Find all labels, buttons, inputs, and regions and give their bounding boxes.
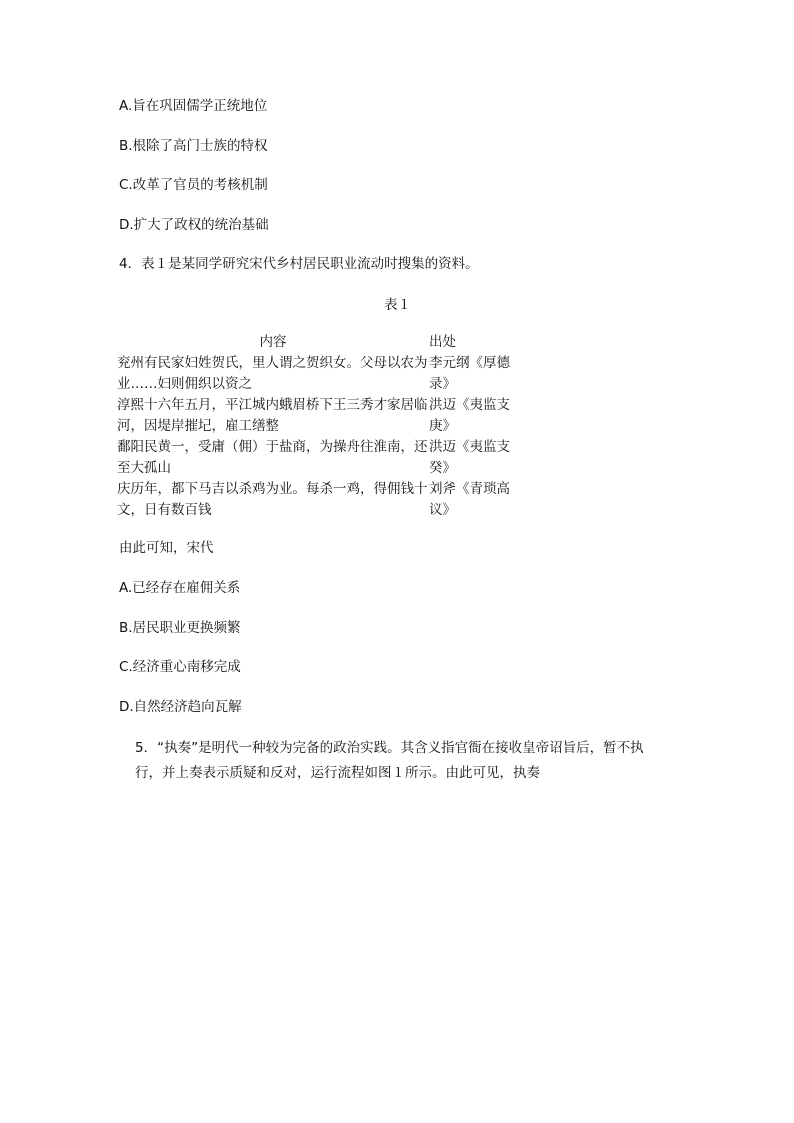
q5-stem-line-1: 5．“执奏”是明代一种较为完备的政治实践。其含义指官衙在接收皇帝诏旨后，暂不执 xyxy=(135,740,644,756)
table-header-row xyxy=(117,332,522,353)
row-content: 鄱阳民黄一，受庸（佣）于盐商，为操舟往淮南，还至大孤山 xyxy=(117,439,428,476)
row-source: 李元纲《厚德录》 xyxy=(429,355,510,392)
row-content: 兖州有民家妇姓贺氏，里人谓之贺织女。父母以农为业……妇则佣织以资之 xyxy=(117,355,428,392)
row-source: 刘斧《青琐高议》 xyxy=(429,481,510,518)
row-source: 洪迈《夷监支癸》 xyxy=(429,439,510,476)
row-content: 淳熙十六年五月，平江城内蛾眉桥下王三秀才家居临河，因堤岸摧圮，雇工缮整 xyxy=(117,397,428,434)
q4-conclusion: 由此可知，宋代 xyxy=(119,540,214,556)
table-row xyxy=(117,395,522,437)
table-row xyxy=(117,353,522,395)
row-content: 庆历年，都下马吉以杀鸡为业。每杀一鸡，得佣钱十文，日有数百钱 xyxy=(117,481,428,518)
q4-stem: 4．表１是某同学研究宋代乡村居民职业流动时搜集的资料。 xyxy=(119,256,479,272)
q4-option-d: D.自然经济趋向瓦解 xyxy=(119,699,242,715)
q5-stem xyxy=(135,736,695,786)
q4-option-a: A.已经存在雇佣关系 xyxy=(119,580,241,596)
row-source: 洪迈《夷监支庚》 xyxy=(429,397,510,434)
header-content: 内容 xyxy=(259,334,287,350)
table-row xyxy=(117,437,522,479)
table-row xyxy=(117,479,522,521)
source-table xyxy=(117,332,522,521)
q4-option-b: B.居民职业更换频繁 xyxy=(119,620,241,636)
table-title: 表１ xyxy=(384,297,411,313)
q5-stem-line-2: 行，并上奏表示质疑和反对，运行流程如图１所示。由此可见，执奏 xyxy=(135,765,540,781)
q3-option-d: D.扩大了政权的统治基础 xyxy=(119,217,269,233)
q3-option-a: A.旨在巩固儒学正统地位 xyxy=(119,98,268,114)
q3-option-c: C.改革了官员的考核机制 xyxy=(119,177,268,193)
header-source: 出处 xyxy=(429,334,456,350)
q4-option-c: C.经济重心南移完成 xyxy=(119,659,241,675)
q3-option-b: B.根除了高门士族的特权 xyxy=(119,138,268,154)
